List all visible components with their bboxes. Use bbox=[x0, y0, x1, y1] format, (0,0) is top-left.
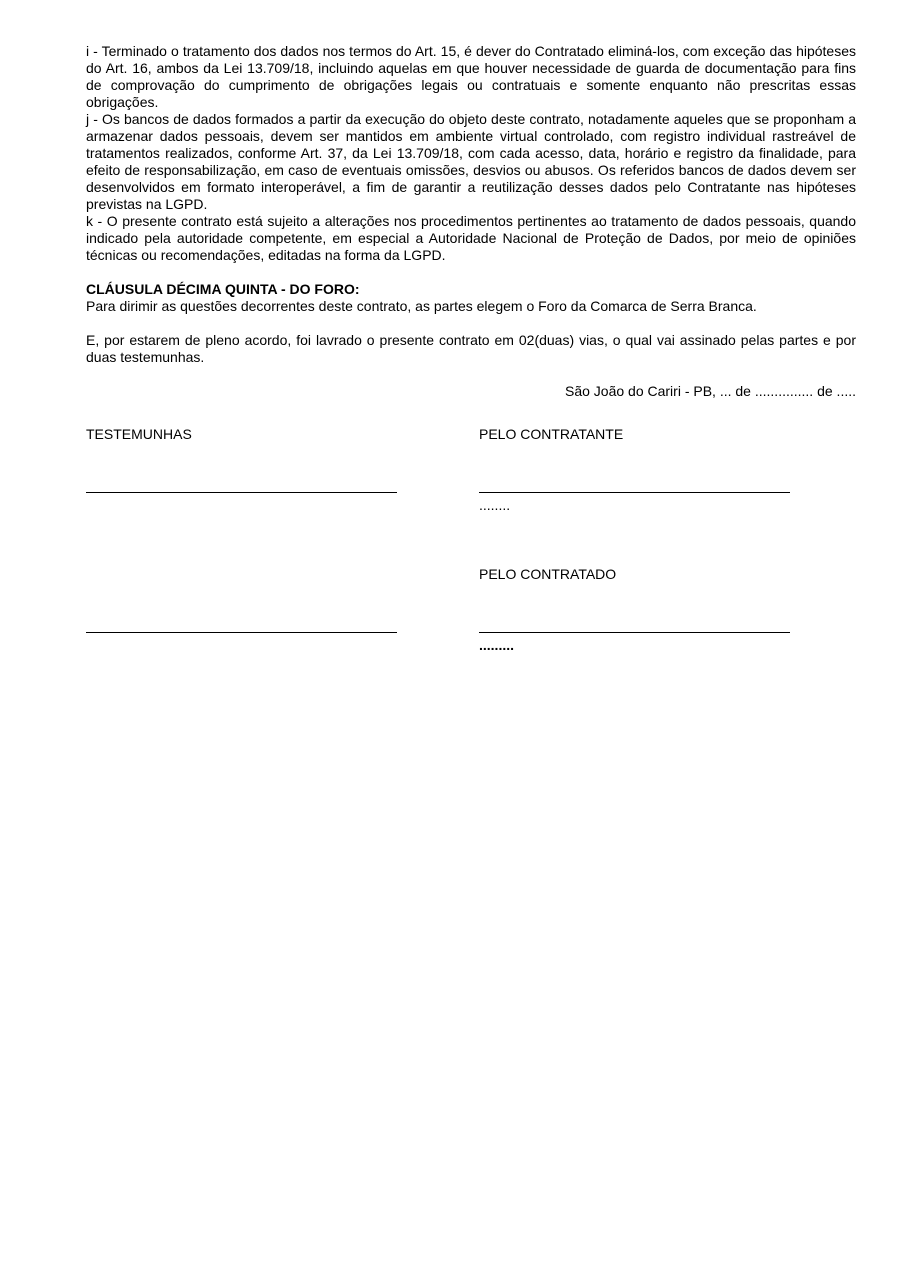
document-page bbox=[86, 43, 856, 400]
contratado-name: ......... bbox=[479, 637, 515, 653]
contratante-label: PELO CONTRATANTE bbox=[479, 426, 624, 442]
clause-i: i - Terminado o tratamento dos dados nos termos do Art. 15, é dever do Contratado eliminá-los, com exceção das hipóteses do Art. 16, ambos da Lei 13.709/18, incluindo aquelas em que houver necessidade de guarda de documentação para fins de comprovação do cumprimento de obrigações legais ou contratuais e somente enquanto não prescritas essas obrigações. bbox=[86, 43, 856, 110]
witness-1-signature-line bbox=[86, 492, 397, 493]
witnesses-label: TESTEMUNHAS bbox=[86, 426, 192, 442]
closing-paragraph: E, por estarem de pleno acordo, foi lavrado o presente contrato em 02(duas) vias, o qual vai assinado pelas partes e por duas testemunhas. bbox=[86, 332, 856, 365]
contratado-label: PELO CONTRATADO bbox=[479, 566, 617, 582]
spacer bbox=[86, 315, 856, 332]
clause-foro-heading: CLÁUSULA DÉCIMA QUINTA - DO FORO: bbox=[86, 281, 360, 297]
spacer bbox=[86, 264, 856, 281]
contratante-name: ........ bbox=[479, 497, 511, 513]
contratado-signature-line bbox=[479, 632, 790, 633]
clause-foro-text: Para dirimir as questões decorrentes deste contrato, as partes elegem o Foro da Comarca de Serra Branca. bbox=[86, 298, 757, 314]
clause-k: k - O presente contrato está sujeito a alterações nos procedimentos pertinentes ao tratamento de dados pessoais, quando indicado pela autoridade competente, em especial a Autoridade Nacional de Proteção de Dados, por meio de opiniões técnicas ou recomendações, editadas na forma da LGPD. bbox=[86, 213, 856, 263]
spacer bbox=[86, 366, 856, 383]
contratante-signature-line bbox=[479, 492, 790, 493]
witness-2-signature-line bbox=[86, 632, 397, 633]
place-date: São João do Cariri - PB, ... de ............... de ..... bbox=[564, 383, 856, 399]
clause-j: j - Os bancos de dados formados a partir da execução do objeto deste contrato, notadamente aqueles que se proponham a armazenar dados pessoais, devem ser mantidos em ambiente virtual controlado, com registro individual rastreável de tratamentos realizados, conforme Art. 37, da Lei 13.709/18, com cada acesso, data, horário e registro da finalidade, para efeito de responsabilização, em caso de eventuais omissões, desvios ou abusos. Os referidos bancos de dados devem ser desenvolvidos em formato interoperável, a fim de garantir a reutilização desses dados pelo Contratante nas hipóteses previstas na LGPD. bbox=[86, 111, 856, 212]
